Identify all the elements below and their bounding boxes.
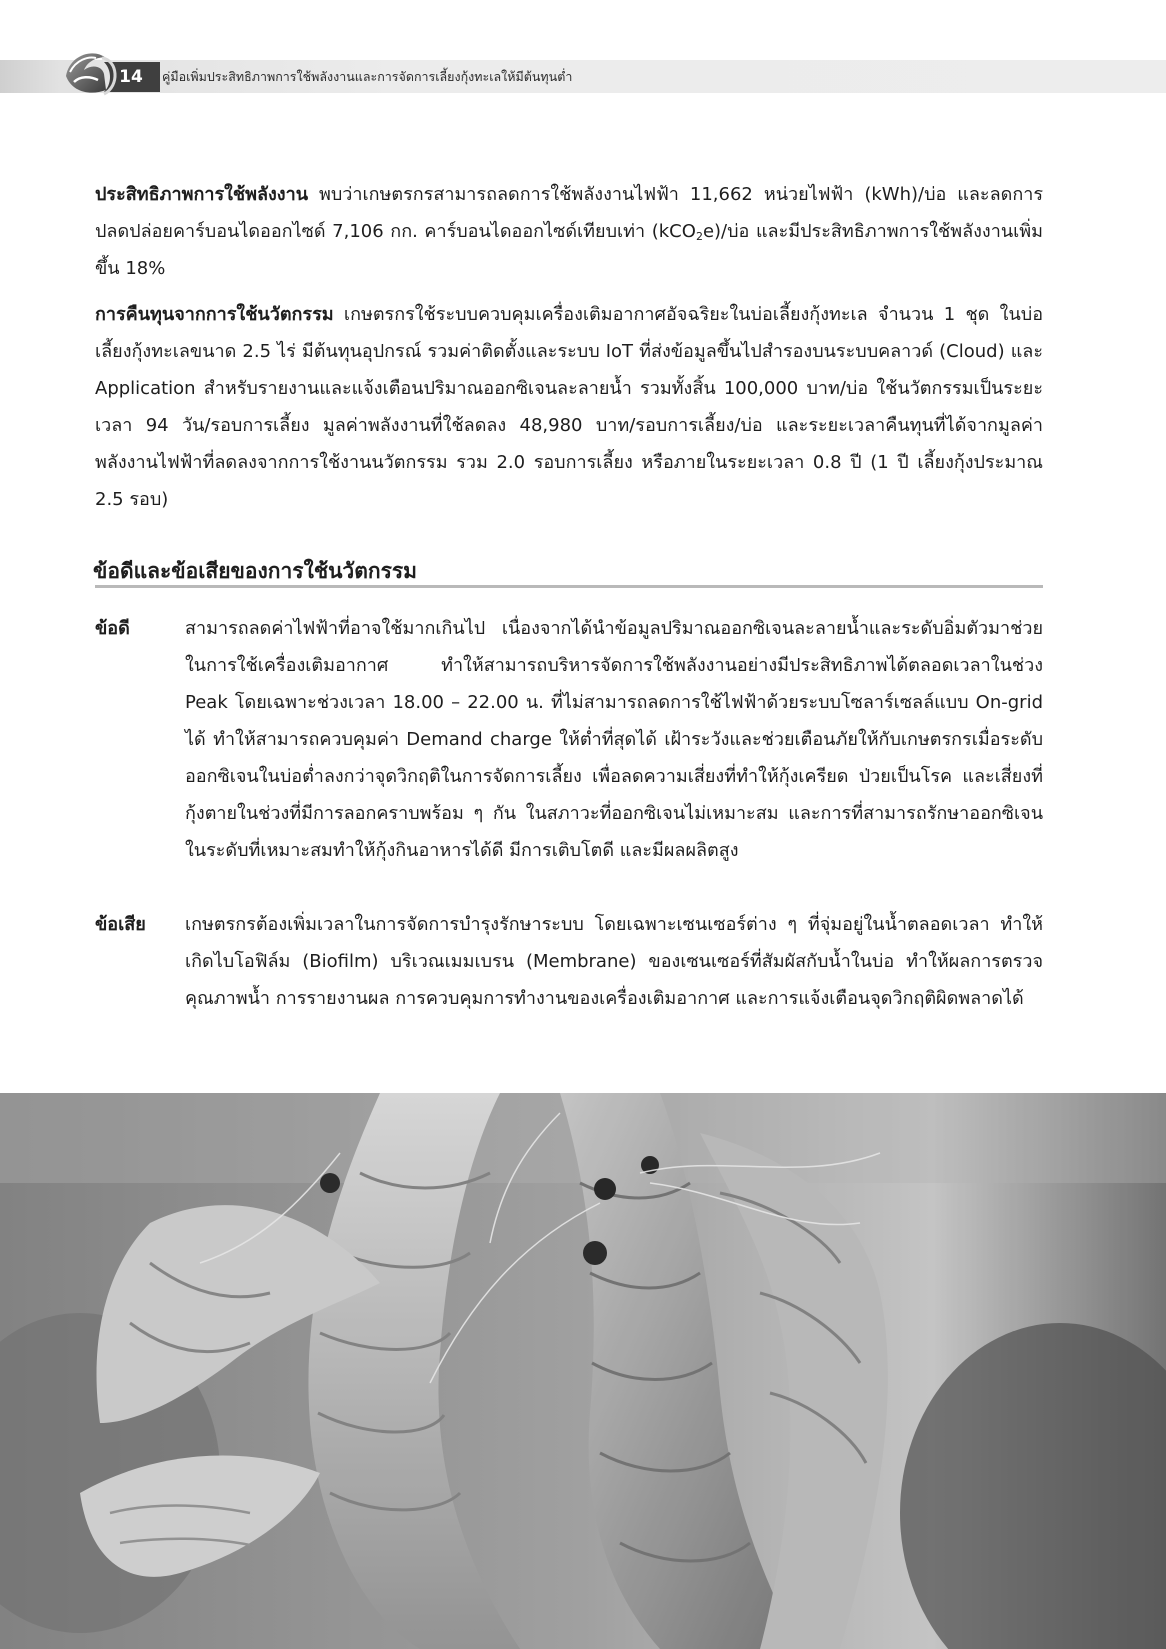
cons-label: ข้อเสีย — [95, 914, 146, 935]
payback-lead: การคืนทุนจากการใช้นวัตกรรม — [95, 304, 334, 325]
payback-paragraph — [95, 296, 1043, 518]
efficiency-paragraph — [95, 176, 1043, 287]
running-title: คู่มือเพิ่มประสิทธิภาพการใช้พลังงานและการจัดการเลี้ยงกุ้งทะเลให้มีต้นทุนต่ำ — [162, 69, 573, 84]
pros-text: สามารถลดค่าไฟฟ้าที่อาจใช้มากเกินไป เนื่องจากได้นำข้อมูลปริมาณออกซิเจนละลายน้ำและระดับอิ่มตัวมาช่วยในการใช้เครื่องเติมอากาศ ทำให้สามารถบริหารจัดการใช้พลังงานอย่างมีประสิทธิภาพได้ตลอดเวลาในช่วง Peak โดยเฉพาะช่วงเวลา 18.00 – 22.00 น. ที่ไม่สามารถลดการใช้ไฟฟ้าด้วยระบบโซลาร์เซลล์แบบ On-grid ได้ ทำให้สามารถควบคุมค่า Demand charge ให้ต่ำที่สุดได้ เฝ้าระวังและช่วยเตือนภัยให้กับเกษตรกรเมื่อระดับออกซิเจนในบ่อต่ำลงกว่าจุดวิกฤติในการจัดการเลี้ยง เพื่อลดความเสี่ยงที่ทำให้กุ้งเครียด ป่วยเป็นโรค และเสี่ยงที่กุ้งตายในช่วงที่มีการลอกคราบพร้อม ๆ กัน ในสภาวะที่ออกซิเจนไม่เหมาะสม และการที่สามารถรักษาออกซิเจนในระดับที่เหมาะสมทำให้กุ้งกินอาหารได้ดี มีการเติบโตดี และมีผลผลิตสูง — [185, 618, 1043, 861]
section-heading: ข้อดีและข้อเสียของการใช้นวัตกรรม — [93, 559, 417, 583]
cons-text: เกษตรกรต้องเพิ่มเวลาในการจัดการบำรุงรักษาระบบ โดยเฉพาะเซนเซอร์ต่าง ๆ ที่จุ่มอยู่ในน้ำตลอดเวลา ทำให้เกิดไบโอฟิล์ม (Biofilm) บริเวณเมมเบรน (Membrane) ของเซนเซอร์ที่สัมผัสกับน้ำในบ่อ ทำให้ผลการตรวจคุณภาพน้ำ การรายงานผล การควบคุมการทำงานของเครื่องเติมอากาศ และการแจ้งเตือนจุดวิกฤติผิดพลาดได้ — [185, 914, 1043, 1009]
efficiency-text-2: e)/บ่อ และมีประสิทธิภาพการใช้พลังงานเพิ่มขึ้น 18% — [95, 221, 1044, 279]
payback-text: เกษตรกรใช้ระบบควบคุมเครื่องเติมอากาศอัจฉริยะในบ่อเลี้ยงกุ้งทะเล จำนวน 1 ชุด ในบ่อเลี้ยงกุ้งทะเลขนาด 2.5 ไร่ มีต้นทุนอุปกรณ์ รวมค่าติดตั้งและระบบ IoT ที่ส่งข้อมูลขึ้นไปสำรองบนระบบคลาวด์ (Cloud) และ Application สำหรับรายงานและแจ้งเตือนปริมาณออกซิเจนละลายน้ำ รวมทั้งสิ้น 100,000 บาท/บ่อ ใช้นวัตกรรมเป็นระยะเวลา 94 วัน/รอบการเลี้ยง มูลค่าพลังงานที่ใช้ลดลง 48,980 บาท/รอบการเลี้ยง/บ่อ และระยะเวลาคืนทุนที่ได้จากมูลค่าพลังงานไฟฟ้าที่ลดลงจากการใช้งานนวัตกรรม รวม 2.0 รอบการเลี้ยง หรือภายในระยะเวลา 0.8 ปี (1 ปี เลี้ยงกุ้งประมาณ 2.5 รอบ) — [95, 304, 1043, 510]
efficiency-text-1: พบว่าเกษตรกรสามารถลดการใช้พลังงานไฟฟ้า 11,662 หน่วยไฟฟ้า (kWh)/บ่อ และลดการปลดปล่อยคาร์บอนไดออกไซด์ 7,106 กก. คาร์บอนไดออกไซด์เทียบเท่า (kCO — [95, 184, 1043, 242]
shrimp-photo-illustration — [0, 1093, 1166, 1649]
section-divider — [95, 585, 1043, 588]
shrimp-photo — [0, 1093, 1166, 1649]
efficiency-subscript: 2 — [695, 230, 703, 243]
page-number: 14 — [119, 67, 143, 87]
pros-label: ข้อดี — [95, 618, 130, 639]
efficiency-lead: ประสิทธิภาพการใช้พลังงาน — [95, 184, 309, 205]
